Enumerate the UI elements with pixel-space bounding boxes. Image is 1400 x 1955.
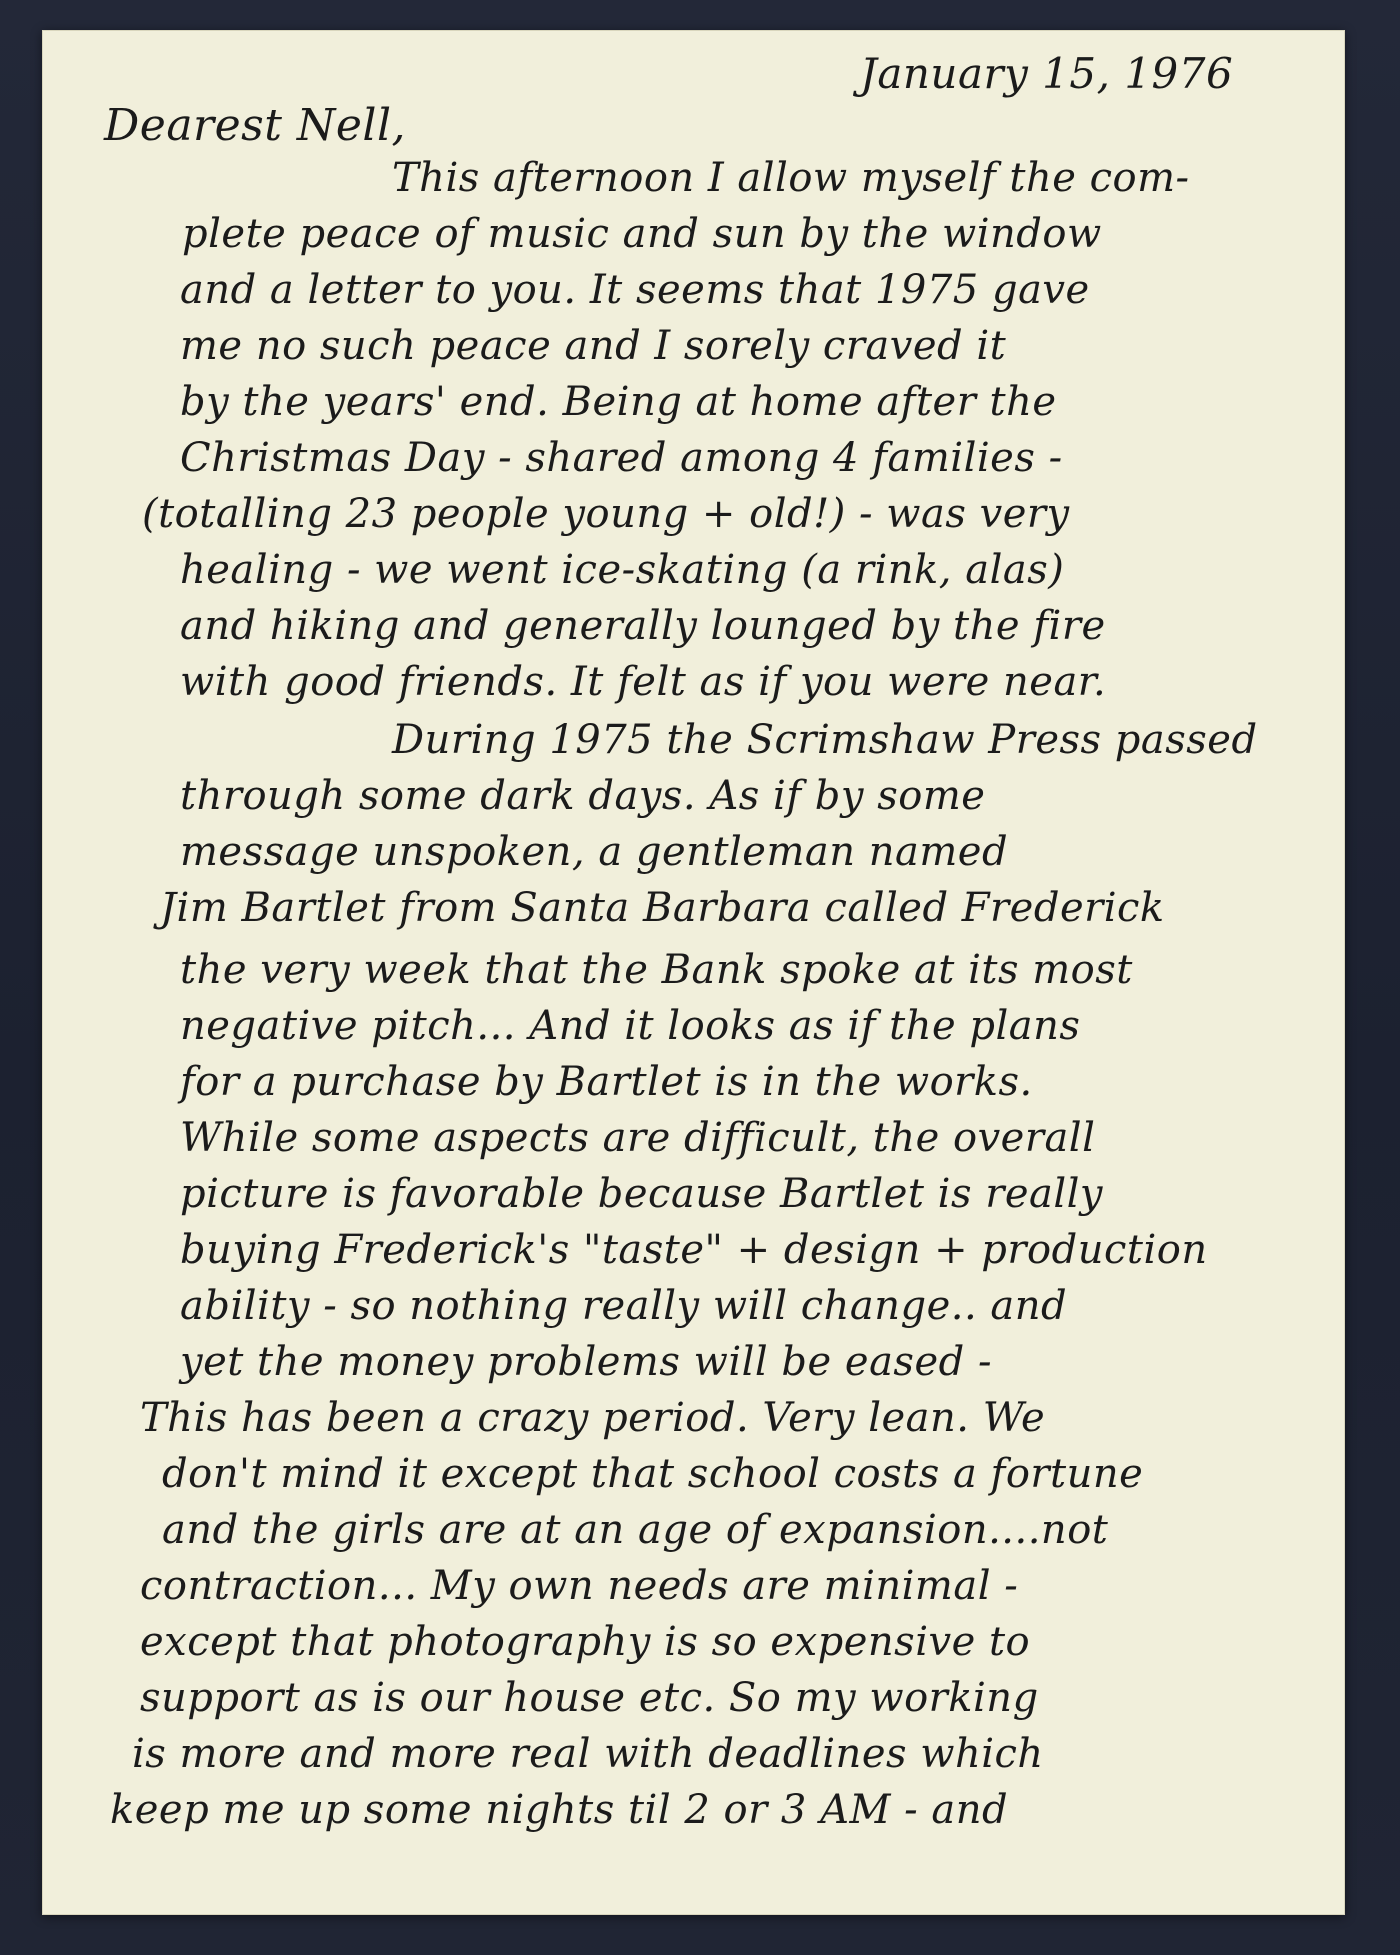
letter-line: contraction... My own needs are minimal -: [140, 1563, 1019, 1609]
letter-salutation: Dearest Nell,: [104, 100, 407, 151]
letter-line: picture is favorable because Bartlet is really: [180, 1171, 1104, 1217]
letter-line: While some aspects are difficult, the overall: [180, 1115, 1096, 1161]
letter-line: the very week that the Bank spoke at its most: [180, 947, 1133, 993]
letter-page: [42, 30, 1345, 1915]
letter-date: January 15, 1976: [860, 49, 1234, 98]
letter-line: through some dark days. As if by some: [180, 773, 986, 819]
letter-line: keep me up some nights til 2 or 3 AM - and: [110, 1787, 1009, 1833]
letter-line: is more and more real with deadlines which: [132, 1731, 1044, 1777]
letter-line: Christmas Day - shared among 4 families -: [180, 435, 1063, 481]
letter-line: This has been a crazy period. Very lean. We: [140, 1395, 1046, 1441]
letter-line: and a letter to you. It seems that 1975 gave: [180, 267, 1090, 313]
letter-line: This afternoon I allow myself the com-: [392, 155, 1190, 201]
letter-line: yet the money problems will be eased -: [180, 1339, 992, 1385]
letter-line: plete peace of music and sun by the window: [182, 211, 1102, 257]
letter-line: don't mind it except that school costs a fortune: [162, 1451, 1144, 1497]
letter-line: and the girls are at an age of expansion....not: [162, 1507, 1109, 1553]
letter-line: Jim Bartlet from Santa Barbara called Frederick: [160, 885, 1165, 931]
letter-line: message unspoken, a gentleman named: [180, 829, 1009, 875]
letter-line: ability - so nothing really will change.. and: [180, 1283, 1068, 1329]
letter-line: and hiking and generally lounged by the fire: [180, 603, 1106, 649]
letter-line: by the years' end. Being at home after the: [180, 379, 1057, 425]
letter-line: except that photography is so expensive to: [140, 1619, 1031, 1665]
letter-line: for a purchase by Bartlet is in the works.: [180, 1059, 1033, 1105]
letter-line: (totalling 23 people young + old!) - was very: [142, 491, 1070, 537]
letter-line: with good friends. It felt as if you were near.: [180, 659, 1107, 705]
letter-line: support as is our house etc. So my working: [140, 1675, 1039, 1721]
handwritten-letter: [42, 30, 1345, 1915]
letter-line: me no such peace and I sorely craved it: [180, 323, 1007, 369]
letter-line: healing - we went ice-skating (a rink, alas): [180, 547, 1065, 593]
letter-line: During 1975 the Scrimshaw Press passed: [392, 717, 1258, 763]
letter-line: negative pitch... And it looks as if the plans: [180, 1003, 1081, 1049]
letter-line: buying Frederick's "taste" + design + production: [180, 1227, 1208, 1273]
